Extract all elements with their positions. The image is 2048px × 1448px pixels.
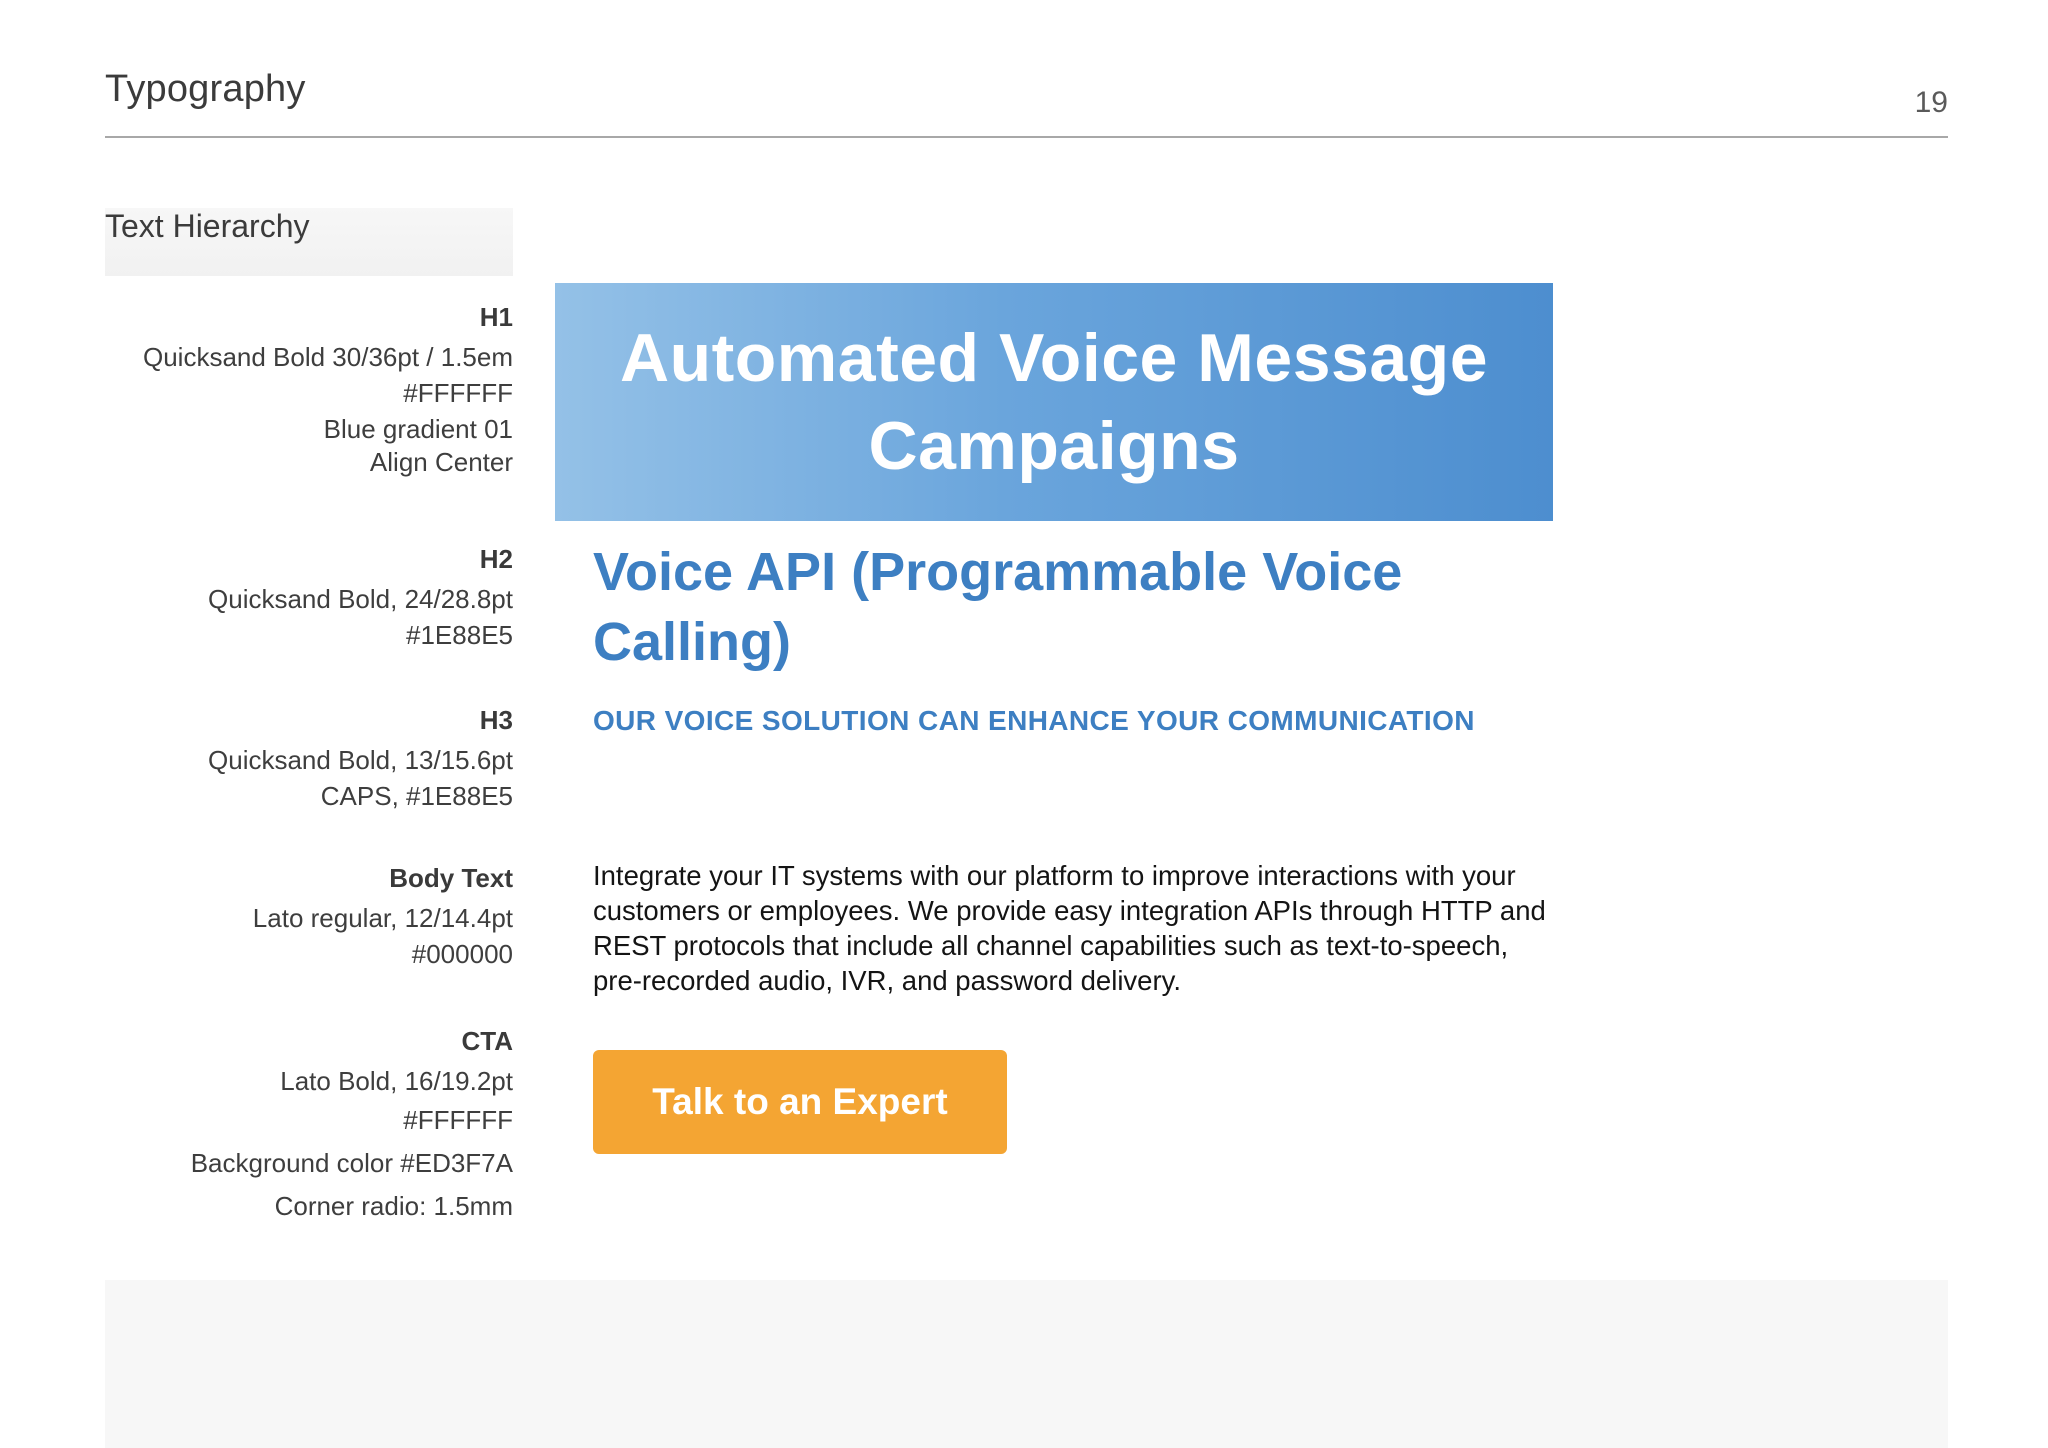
spec-body [105,863,513,972]
page-title: Typography [105,68,306,110]
spec-h3-style: CAPS, #1E88E5 [320,781,513,811]
spec-h3 [105,705,513,814]
h2-sample-text: Voice API (Programmable Voice Calling) [593,542,1403,672]
section-label-text: Text Hierarchy [105,208,310,244]
spec-cta-title: CTA [461,1026,513,1056]
footer-band [105,1280,1948,1448]
spec-h2-color: #1E88E5 [406,620,513,650]
spec-h3-title: H3 [479,705,513,735]
body-sample-text: Integrate your IT systems with our platform to improve interactions with your customers or employees. We provide easy integration APIs through HTTP and REST protocols that include all channel capabilities such as text-to-speech, pre-recorded audio, IVR, and password delivery. [593,860,1546,996]
spec-h1-font: Quicksand Bold 30/36pt / 1.5em [142,342,513,372]
spec-h1-color: #FFFFFF [403,378,513,408]
spec-h1-background: Blue gradient 01 [323,414,513,444]
spec-cta-font: Lato Bold, 16/19.2pt [280,1066,513,1096]
talk-to-expert-button[interactable]: Talk to an Expert [593,1050,1007,1154]
page-number: 19 [1914,86,1948,119]
page-header [105,66,1948,138]
h3-sample-text: OUR VOICE SOLUTION CAN ENHANCE YOUR COMMUNICATION [593,705,1475,736]
spec-h1-align: Align Center [369,447,513,477]
spec-cta-color: #FFFFFF [403,1105,513,1135]
spec-h1-title: H1 [479,302,513,332]
spec-h2 [105,544,513,653]
spec-h2-font: Quicksand Bold, 24/28.8pt [208,584,513,614]
spec-body-font: Lato regular, 12/14.4pt [252,903,513,933]
spec-body-title: Body Text [389,863,513,893]
spec-h2-title: H2 [479,544,513,574]
h1-sample-text: Automated Voice Message Campaigns [619,320,1489,484]
h1-sample-banner [555,283,1553,521]
spec-cta-background: Background color #ED3F7A [190,1148,513,1178]
spec-body-color: #000000 [411,939,513,969]
section-label [105,208,513,276]
spec-h1 [105,302,513,477]
spec-cta-radius: Corner radio: 1.5mm [274,1191,513,1221]
spec-h3-font: Quicksand Bold, 13/15.6pt [208,745,513,775]
spec-cta [105,1026,513,1228]
